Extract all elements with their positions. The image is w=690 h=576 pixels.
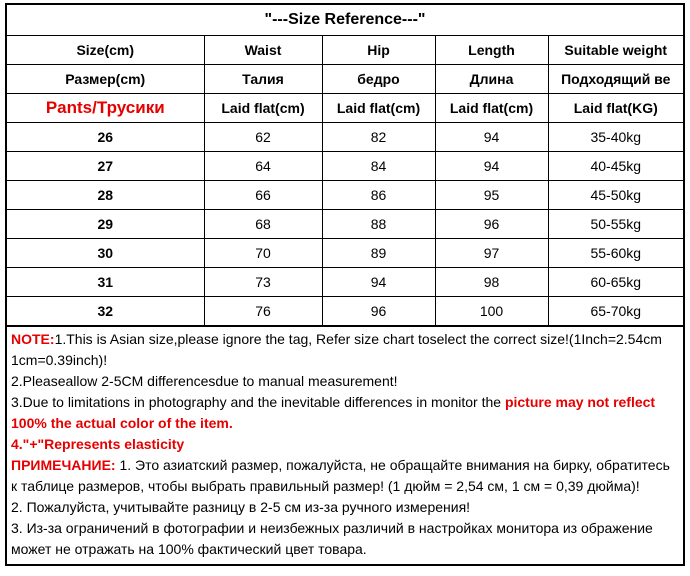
note-2: 2.Pleaseallow 2-5CM differencesdue to manual measurement!: [11, 373, 398, 389]
value-cell: 88: [322, 210, 435, 239]
header-waist-ru: Талия: [204, 65, 322, 94]
value-cell: 94: [435, 152, 548, 181]
header-size: Size(cm): [7, 36, 204, 65]
value-cell: 76: [204, 297, 322, 326]
header-size-ru: Размер(cm): [7, 65, 204, 94]
header-row-en: [7, 36, 683, 65]
value-cell: 40-45kg: [548, 152, 683, 181]
header-weight: Suitable weight: [548, 36, 683, 65]
header-length-ru: Длина: [435, 65, 548, 94]
note-3-red: picture may not reflect 100% the actual color of the item.: [11, 394, 656, 431]
size-chart: [5, 3, 685, 566]
unit-length: Laid flat(cm): [435, 94, 548, 123]
value-cell: 89: [322, 239, 435, 268]
note-ru-2: 2. Пожалуйста, учитывайте разницу в 2-5 см из-за ручного измерения!: [11, 499, 471, 515]
value-cell: 70: [204, 239, 322, 268]
size-cell: 29: [7, 210, 204, 239]
value-cell: 98: [435, 268, 548, 297]
size-cell: 31: [7, 268, 204, 297]
unit-waist: Laid flat(cm): [204, 94, 322, 123]
header-hip: Hip: [322, 36, 435, 65]
size-table: [7, 36, 683, 326]
note-ru-1-text: 1. Это азиатский размер, пожалуйста, не обращайте внимания на бирку, обратитесь к таблице размеров, чтобы выбрать правильный размер! (1 дюйм = 2,54 см, 1 см = 0,39 дюйма)!: [11, 457, 670, 494]
header-hip-ru: бедро: [322, 65, 435, 94]
size-cell: 32: [7, 297, 204, 326]
unit-hip: Laid flat(cm): [322, 94, 435, 123]
value-cell: 55-60kg: [548, 239, 683, 268]
product-type-label: Pants/Трусики: [7, 94, 204, 123]
table-row: [7, 181, 683, 210]
value-cell: 60-65kg: [548, 268, 683, 297]
value-cell: 96: [435, 210, 548, 239]
size-cell: 26: [7, 123, 204, 152]
table-row: [7, 123, 683, 152]
value-cell: 65-70kg: [548, 297, 683, 326]
note-ru-3: 3. Из-за ограничений в фотографии и неизбежных различий в настройках монитора из ображение может не отражать на 100% фактический цвет товара.: [11, 520, 653, 557]
header-waist: Waist: [204, 36, 322, 65]
note-ru-1: [11, 455, 679, 497]
header-row-ru: [7, 65, 683, 94]
value-cell: 64: [204, 152, 322, 181]
value-cell: 50-55kg: [548, 210, 683, 239]
notes-section: [7, 326, 683, 564]
value-cell: 95: [435, 181, 548, 210]
value-cell: 100: [435, 297, 548, 326]
header-weight-ru: Подходящий ве: [548, 65, 683, 94]
value-cell: 96: [322, 297, 435, 326]
note-label: NOTE:: [11, 331, 55, 347]
chart-title: "---Size Reference---": [7, 5, 683, 36]
table-row: [7, 210, 683, 239]
note-3: [11, 392, 679, 434]
size-cell: 27: [7, 152, 204, 181]
note-ru-label: ПРИМЕЧАНИЕ:: [11, 457, 116, 473]
value-cell: 84: [322, 152, 435, 181]
value-cell: 94: [322, 268, 435, 297]
table-row: [7, 297, 683, 326]
header-row-units: [7, 94, 683, 123]
value-cell: 86: [322, 181, 435, 210]
table-row: [7, 268, 683, 297]
note-1-text: 1.This is Asian size,please ignore the tag, Refer size chart toselect the correct size!(1Inch=2.54cm 1cm=0.39inch)!: [11, 331, 662, 368]
note-3-text: 3.Due to limitations in photography and the inevitable differences in monitor the: [11, 394, 505, 410]
value-cell: 73: [204, 268, 322, 297]
value-cell: 62: [204, 123, 322, 152]
value-cell: 45-50kg: [548, 181, 683, 210]
size-cell: 30: [7, 239, 204, 268]
value-cell: 68: [204, 210, 322, 239]
value-cell: 66: [204, 181, 322, 210]
value-cell: 35-40kg: [548, 123, 683, 152]
value-cell: 94: [435, 123, 548, 152]
size-cell: 28: [7, 181, 204, 210]
table-row: [7, 239, 683, 268]
header-length: Length: [435, 36, 548, 65]
note-4: 4."+"Represents elasticity: [11, 436, 185, 452]
value-cell: 97: [435, 239, 548, 268]
value-cell: 82: [322, 123, 435, 152]
table-row: [7, 152, 683, 181]
unit-weight: Laid flat(KG): [548, 94, 683, 123]
note-1: [11, 329, 679, 371]
